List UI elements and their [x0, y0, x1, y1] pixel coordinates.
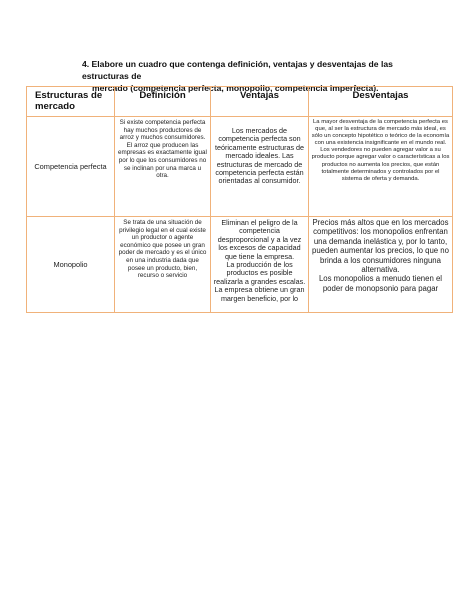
ventajas-text: Los mercados de competencia perfecta son teóricamente estructuras de mercado ideales. Las estructuras de mercado de competencia perfecta están orientadas al consumidor. [214, 126, 305, 186]
desventajas-paragraph-2: Los vendedores no pueden agregar valor a su producto porque agregar valor o características a los productos no aumenta los precios, que están totalmente determinados y controlados por el sistema de oferta y demanda. [311, 147, 450, 182]
desventajas-paragraph-2: Los monopolios a menudo tienen el poder de monopsonio para pagar [318, 274, 443, 293]
desventajas-monopolio [309, 217, 453, 313]
ventajas-competencia-perfecta [211, 117, 309, 217]
row-name-competencia-perfecta: Competencia perfecta [27, 117, 115, 217]
header-desventajas: Desventajas [309, 87, 453, 117]
ventajas-monopolio [211, 217, 309, 313]
heading-line-2: mercado (competencia perfecta, monopolio, competencia imperfecta). [92, 83, 379, 93]
header-definicion: Definición [115, 87, 211, 117]
header-estructuras: Estructuras de mercado [27, 87, 115, 117]
desventajas-paragraph-1: Precios más altos que en los mercados competitivos: los monopolios enfrentan una demanda inelástica y, por lo tanto, pueden aumentar los precios, lo que no brinda a los consumidores ninguna alternativa. [312, 218, 449, 275]
ventajas-paragraph-1: Eliminan el peligro de la competencia desproporcional y a la vez los excesos de capacidad que tiene la empresa. [217, 218, 302, 261]
definicion-monopolio: Se trata de una situación de privilegio legal en el cual existe un productor o agente económico que posee un gran poder de mercado y es el único en una industria dada que posee un producto, bien, recurso o servicio [115, 217, 211, 313]
desventajas-paragraph-1: La mayor desventaja de la competencia perfecta es que, al ser la estructura de mercado más ideal, es sólo un concepto hipotético o teórico de la economía con una existencia insignificante en el mundo real. [311, 119, 450, 147]
ventajas-paragraph-3: La empresa obtiene un gran margen beneficio, por lo [214, 285, 305, 303]
heading-line-1: 4. Elabore un cuadro que contenga definición, ventajas y desventajas de las estructuras de [82, 59, 393, 81]
table-row [27, 117, 453, 217]
desventajas-competencia-perfecta [309, 117, 453, 217]
market-structures-table [26, 86, 453, 313]
table-header-row [27, 87, 453, 117]
row-name-monopolio: Monopolio [27, 217, 115, 313]
definicion-competencia-perfecta: Si existe competencia perfecta hay muchos productores de arroz y muchos consumidores. El arroz que producen las empresas es exactamente igual por lo que los consumidores no se inclinan por una marca u otra. [115, 117, 211, 217]
ventajas-paragraph-2: La producción de los productos es posible realizarla a grandes escalas. [213, 260, 306, 286]
table-row [27, 217, 453, 313]
header-ventajas: Ventajas [211, 87, 309, 117]
